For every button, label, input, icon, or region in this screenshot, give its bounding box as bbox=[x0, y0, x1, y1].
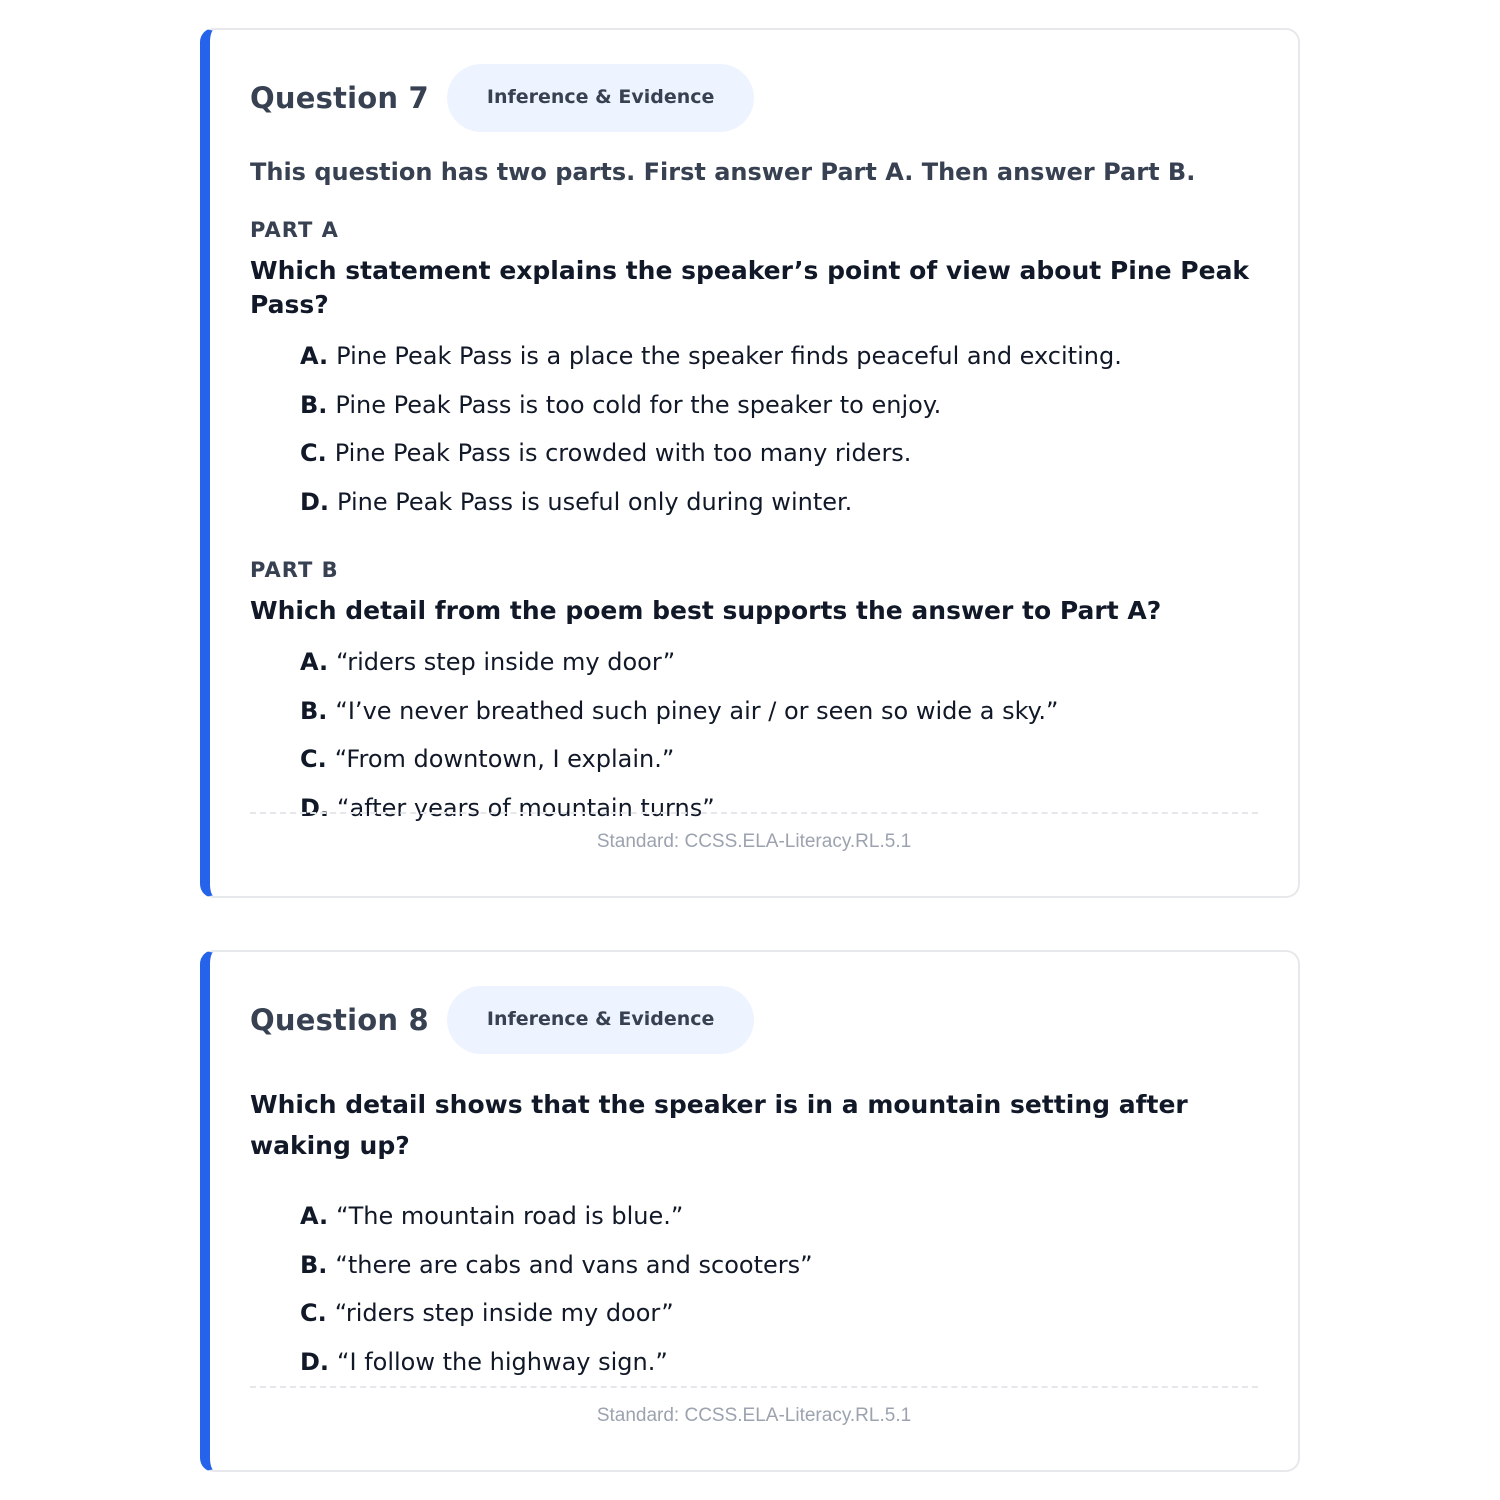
skill-tag: Inference & Evidence bbox=[447, 64, 755, 132]
answer-options bbox=[250, 1192, 1258, 1386]
option-text: “there are cabs and vans and scooters” bbox=[335, 1250, 813, 1279]
question-title: Question 8 bbox=[250, 1003, 429, 1037]
option-letter: D. bbox=[300, 793, 330, 822]
option-text: Pine Peak Pass is useful only during winter. bbox=[337, 487, 853, 516]
option-text: “riders step inside my door” bbox=[334, 1299, 674, 1327]
answer-option[interactable] bbox=[300, 638, 1258, 687]
part-a-options bbox=[250, 332, 1258, 526]
part-b-label: PART B bbox=[250, 558, 339, 582]
option-letter: B. bbox=[300, 1250, 328, 1279]
answer-option[interactable] bbox=[300, 381, 1258, 430]
option-letter: B. bbox=[300, 696, 328, 725]
answer-option[interactable] bbox=[300, 429, 1258, 478]
option-text: “The mountain road is blue.” bbox=[336, 1202, 684, 1230]
standard-footer: Standard: CCSS.ELA-Literacy.RL.5.1 bbox=[250, 1386, 1258, 1470]
option-letter: C. bbox=[300, 439, 327, 467]
answer-option[interactable] bbox=[300, 735, 1258, 784]
question-title: Question 7 bbox=[250, 81, 429, 115]
answer-option[interactable] bbox=[300, 1289, 1258, 1338]
option-text: “after years of mountain turns” bbox=[337, 793, 715, 822]
question-prompt: Which detail shows that the speaker is in a mountain setting after waking up? bbox=[250, 1090, 1188, 1160]
option-text: “I follow the highway sign.” bbox=[337, 1347, 668, 1376]
question-header bbox=[250, 986, 1258, 1054]
part-b-options bbox=[250, 638, 1258, 832]
question-7-card bbox=[200, 28, 1300, 898]
answer-option[interactable] bbox=[300, 1338, 1258, 1387]
option-letter: D. bbox=[300, 1347, 330, 1376]
option-letter: C. bbox=[300, 1299, 327, 1327]
option-letter: C. bbox=[300, 745, 327, 773]
option-letter: A. bbox=[300, 648, 329, 676]
skill-tag: Inference & Evidence bbox=[447, 986, 755, 1054]
question-instructions: This question has two parts. First answer Part A. Then answer Part B. bbox=[250, 158, 1196, 186]
part-b-prompt: Which detail from the poem best supports the answer to Part A? bbox=[250, 596, 1162, 625]
option-text: Pine Peak Pass is crowded with too many riders. bbox=[334, 439, 912, 467]
part-a-prompt: Which statement explains the speaker’s point of view about Pine Peak Pass? bbox=[250, 256, 1250, 319]
option-letter: A. bbox=[300, 1202, 329, 1230]
option-letter: A. bbox=[300, 342, 329, 370]
answer-option[interactable] bbox=[300, 478, 1258, 527]
question-8-card bbox=[200, 950, 1300, 1472]
option-text: Pine Peak Pass is a place the speaker finds peaceful and exciting. bbox=[336, 342, 1122, 370]
option-text: “riders step inside my door” bbox=[336, 648, 676, 676]
answer-option[interactable] bbox=[300, 332, 1258, 381]
answer-option[interactable] bbox=[300, 1192, 1258, 1241]
option-letter: D. bbox=[300, 487, 330, 516]
standard-footer: Standard: CCSS.ELA-Literacy.RL.5.1 bbox=[250, 812, 1258, 896]
option-text: “I’ve never breathed such piney air / or seen so wide a sky.” bbox=[335, 696, 1059, 725]
answer-option[interactable] bbox=[300, 687, 1258, 736]
option-text: “From downtown, I explain.” bbox=[334, 745, 675, 773]
option-text: Pine Peak Pass is too cold for the speaker to enjoy. bbox=[335, 390, 942, 419]
part-a-label: PART A bbox=[250, 218, 339, 242]
answer-option[interactable] bbox=[300, 1241, 1258, 1290]
question-header bbox=[250, 64, 1258, 132]
option-letter: B. bbox=[300, 390, 328, 419]
